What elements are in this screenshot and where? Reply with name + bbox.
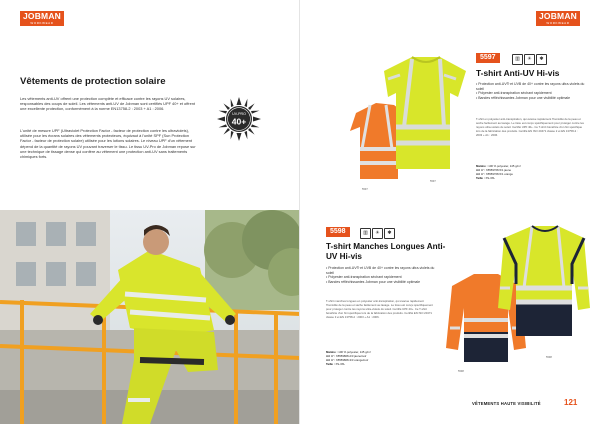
spec-value: 65559708-5/1 jaune bbox=[486, 168, 512, 172]
ref-label: 5598 bbox=[458, 370, 464, 373]
spec-label: Art n° : bbox=[476, 168, 486, 172]
badge-value: 40+ bbox=[231, 116, 247, 127]
product-specs bbox=[476, 164, 584, 180]
product-5598-image bbox=[440, 224, 590, 374]
spec-value: XS-3XL bbox=[335, 362, 346, 366]
upf-paragraph: L'unité de mesure UPF (Ultraviolet Protection Factor - facteur de protection contre les ultraviolets), utilisée pour les écrans solaires des vêtements protecteurs, équivaut à l'unité SPF (Sun Protection Factor - facteur de protection solaire) utilisée pour les lotions solaires. Le niveau UPF d'un vêtement dépend de la quantité de rayons UV pouvant traverser le tissu. Le tissu UV-Pro de Jobman repose sur une technique de tissage dense qui confère au vêtement une protection anti-UV sans traitements chimiques forts. bbox=[20, 128, 196, 160]
logo-text-right: JOBMAN bbox=[538, 11, 578, 21]
feature-item: • Polyester anti-transpiration séchant rapidement bbox=[476, 91, 586, 96]
spec-label: Art n° : bbox=[476, 172, 486, 176]
spec-label: Art n° : bbox=[326, 354, 336, 358]
yellow-tshirt bbox=[384, 57, 466, 169]
uv-cert-icon: ☀ bbox=[372, 228, 383, 239]
spec-label: Taille : bbox=[326, 362, 335, 366]
feature-item: • Bandes réfléchissantes Jobman pour une visibilité optimale bbox=[476, 96, 586, 101]
feature-item: • Protection anti-UV® et UVB de 40+ contre les rayons ultra-violets du soleil bbox=[476, 82, 586, 91]
jobman-logo bbox=[20, 11, 64, 26]
product-description: T-shirt en polyester anti-transpiration, qui évacue rapidement l'humidité de la peau et sèche facilement au lavage. Le tissu est conçu spécifiquement pour protéger contre les rayons ultra-violets du soleil. Certifié UPF 40+. Ce T-shirt bénéficie d'un fini spécifique lors de la fabrication des produits. Certifié EN ISO 20471 classe 2 et EN 13758-2 : 2003 + A1 : 2006. bbox=[476, 117, 584, 137]
logo-tagline-right: WORKWEAR bbox=[546, 21, 570, 25]
spec-value: 65559808-3/3 orange/noir bbox=[336, 358, 369, 362]
uv-cert-icon: ☀ bbox=[524, 54, 535, 65]
feature-list bbox=[476, 82, 586, 100]
spec-line bbox=[476, 176, 584, 180]
spec-value: 100 % polyester, 145 g/m² bbox=[488, 164, 521, 168]
spec-line bbox=[326, 362, 434, 366]
spec-label: Matière : bbox=[326, 350, 338, 354]
product-title: T-shirt Manches Longues Anti-UV Hi-vis bbox=[326, 242, 446, 261]
hi-vis-cert-icon: ▥ bbox=[512, 54, 523, 65]
spec-label: Art n° : bbox=[326, 358, 336, 362]
feature-list bbox=[326, 266, 436, 284]
product-specs bbox=[326, 350, 434, 366]
uv-pro-badge bbox=[216, 96, 262, 142]
orange-navy-longsleeve bbox=[446, 274, 526, 362]
spec-value: 65559808-2/3 jaune/noir bbox=[336, 354, 367, 358]
feature-item: • Bandes réfléchissantes Jobman pour une visibilité optimale bbox=[326, 280, 436, 285]
logo-text: JOBMAN bbox=[22, 11, 62, 21]
sun-protection-icon: ✱ bbox=[384, 228, 395, 239]
worker-photo bbox=[0, 210, 300, 424]
intro-paragraph: Les vêtements anti-UV offrent une protection complète et efficace contre les rayons UV solaires, responsables des coups de soleil. Les vêtements anti-UV de Jobman sont certifiés UPF 40+ et offrent une excellente protection, conformément à la norme EN13758-2 : 2003 + A1 : 2006. bbox=[20, 96, 195, 112]
jobman-logo-right bbox=[536, 11, 580, 26]
product-title: T-shirt Anti-UV Hi-vis bbox=[476, 68, 560, 78]
product-code-tag: 5597 bbox=[476, 53, 500, 63]
spec-label: Taille : bbox=[476, 176, 485, 180]
section-title: Vêtements de protection solaire bbox=[20, 76, 166, 87]
product-code-tag: 5598 bbox=[326, 227, 350, 237]
right-page bbox=[300, 0, 600, 424]
hi-vis-cert-icon: ▥ bbox=[360, 228, 371, 239]
product-description: T-shirt manches longues en polyester anti-transpiration, qui évacue rapidement l'humidité de la peau et sèche facilement au lavage. Le tissu est conçu spécifiquement pour protéger contre les rayons ultra-violets du soleil. Certifié UPF 40+. Ce T-shirt bénéficie d'un fini spécifique lors de la fabrication des produits. Certifié EN ISO 20471 classe 3 et EN 13758-2 : 2003 + A1 : 2006. bbox=[326, 299, 433, 319]
badge-label: UV-PRO bbox=[232, 112, 246, 116]
product-5597-image bbox=[340, 45, 470, 185]
feature-item: • Protection anti-UV® et UVB de 40+ contre les rayons ultra-violets du soleil bbox=[326, 266, 436, 275]
spec-label: Matière : bbox=[476, 164, 488, 168]
ref-label: 5597 bbox=[362, 188, 368, 191]
sun-protection-icon: ✱ bbox=[536, 54, 547, 65]
spec-value: 100 % polyester, 145 g/m² bbox=[338, 350, 371, 354]
logo-tagline: WORKWEAR bbox=[30, 21, 54, 25]
ref-label: 5598 bbox=[546, 356, 552, 359]
ref-label: 5597 bbox=[430, 180, 436, 183]
page-number: 121 bbox=[564, 398, 578, 407]
spec-value: 65559708-5/1 orange bbox=[486, 172, 513, 176]
spec-value: XS-3XL bbox=[485, 176, 496, 180]
feature-item: • Polyester anti-transpiration séchant rapidement bbox=[326, 275, 436, 280]
footer-section-label: VÊTEMENTS HAUTE VISIBILITÉ bbox=[472, 401, 541, 406]
